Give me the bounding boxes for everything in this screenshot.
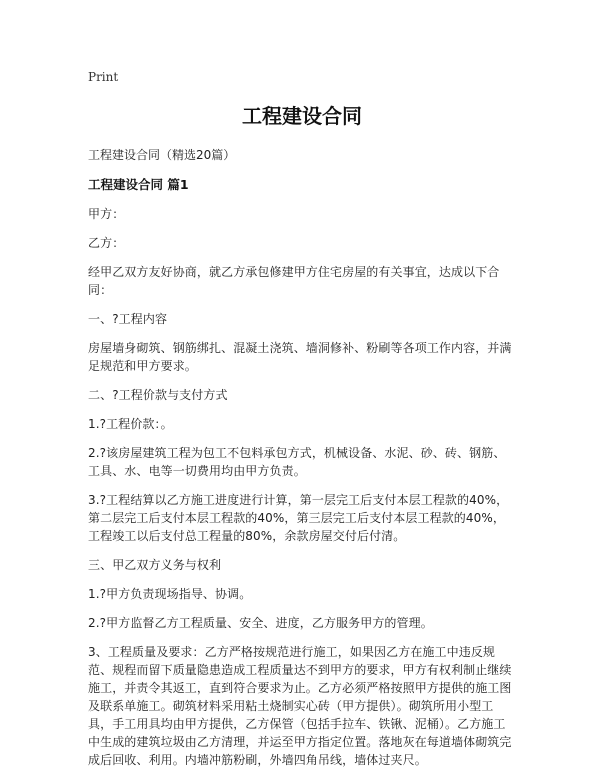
section-heading: 工程建设合同 篇1: [88, 177, 189, 192]
document-subtitle: 工程建设合同（精选20篇）: [88, 148, 236, 162]
print-label: Print: [88, 70, 119, 84]
clause-paragraph: 3、工程质量及要求：乙方严格按规范进行施工，如果因乙方在施工中违反规范、规程而留下质量隐患造成工程质量达不到甲方的要求，甲方有权利制止继续施工，并责令其返工，直到符合要求为止。乙方必须严格按照甲方提供的施工图及联系单施工。砌筑材料采用粘土烧制实心砖（甲方提供）。砌筑所用小型工具，手工用具均由甲方提供，乙方保管（包括手拉车、铁锹、泥桶）。乙方施工中生成的建筑垃圾由乙方清理，并运至甲方指定位置。落地灰在每道墙体砌筑完成后回收、利用。内墙冲筋粉刷，外墙四角吊线，墙体过夹尺。: [88, 645, 512, 767]
clause-paragraph: 房屋墙身砌筑、钢筋绑扎、混凝土浇筑、墙洞修补、粉刷等各项工作内容，并满足规范和甲方要求。: [88, 341, 512, 373]
clause-paragraph: 1.?甲方负责现场指导、协调。: [88, 587, 252, 601]
clause-heading-1: 一、?工程内容: [88, 312, 168, 326]
party-b-line: 乙方：: [88, 236, 125, 250]
clause-paragraph: 2.?该房屋建筑工程为包工不包料承包方式，机械设备、水泥、砂、砖、钢筋、工具、水、电等一切费用均由甲方负责。: [88, 446, 506, 478]
clause-heading-2: 二、?工程价款与支付方式: [88, 388, 228, 402]
party-a-line: 甲方：: [88, 207, 125, 221]
clause-paragraph: 2.?甲方监督乙方工程质量、安全、进度，乙方服务甲方的管理。: [88, 616, 433, 630]
intro-paragraph: 经甲乙双方友好协商，就乙方承包修建甲方住宅房屋的有关事宜，达成以下合同：: [88, 265, 500, 297]
document-title: 工程建设合同: [242, 104, 362, 128]
clause-paragraph: 1.?工程价款：。: [88, 417, 173, 431]
clause-paragraph: 3.?工程结算以乙方施工进度进行计算，第一层完工后支付本层工程款的40%，第二层完工后支付本层工程款的40%，第三层完工后支付本层工程款的40%，工程竣工以后支付总工程量的80%，余款房屋交付后付清。: [88, 493, 509, 543]
clause-heading-3: 三、甲乙双方义务与权利: [88, 558, 222, 572]
